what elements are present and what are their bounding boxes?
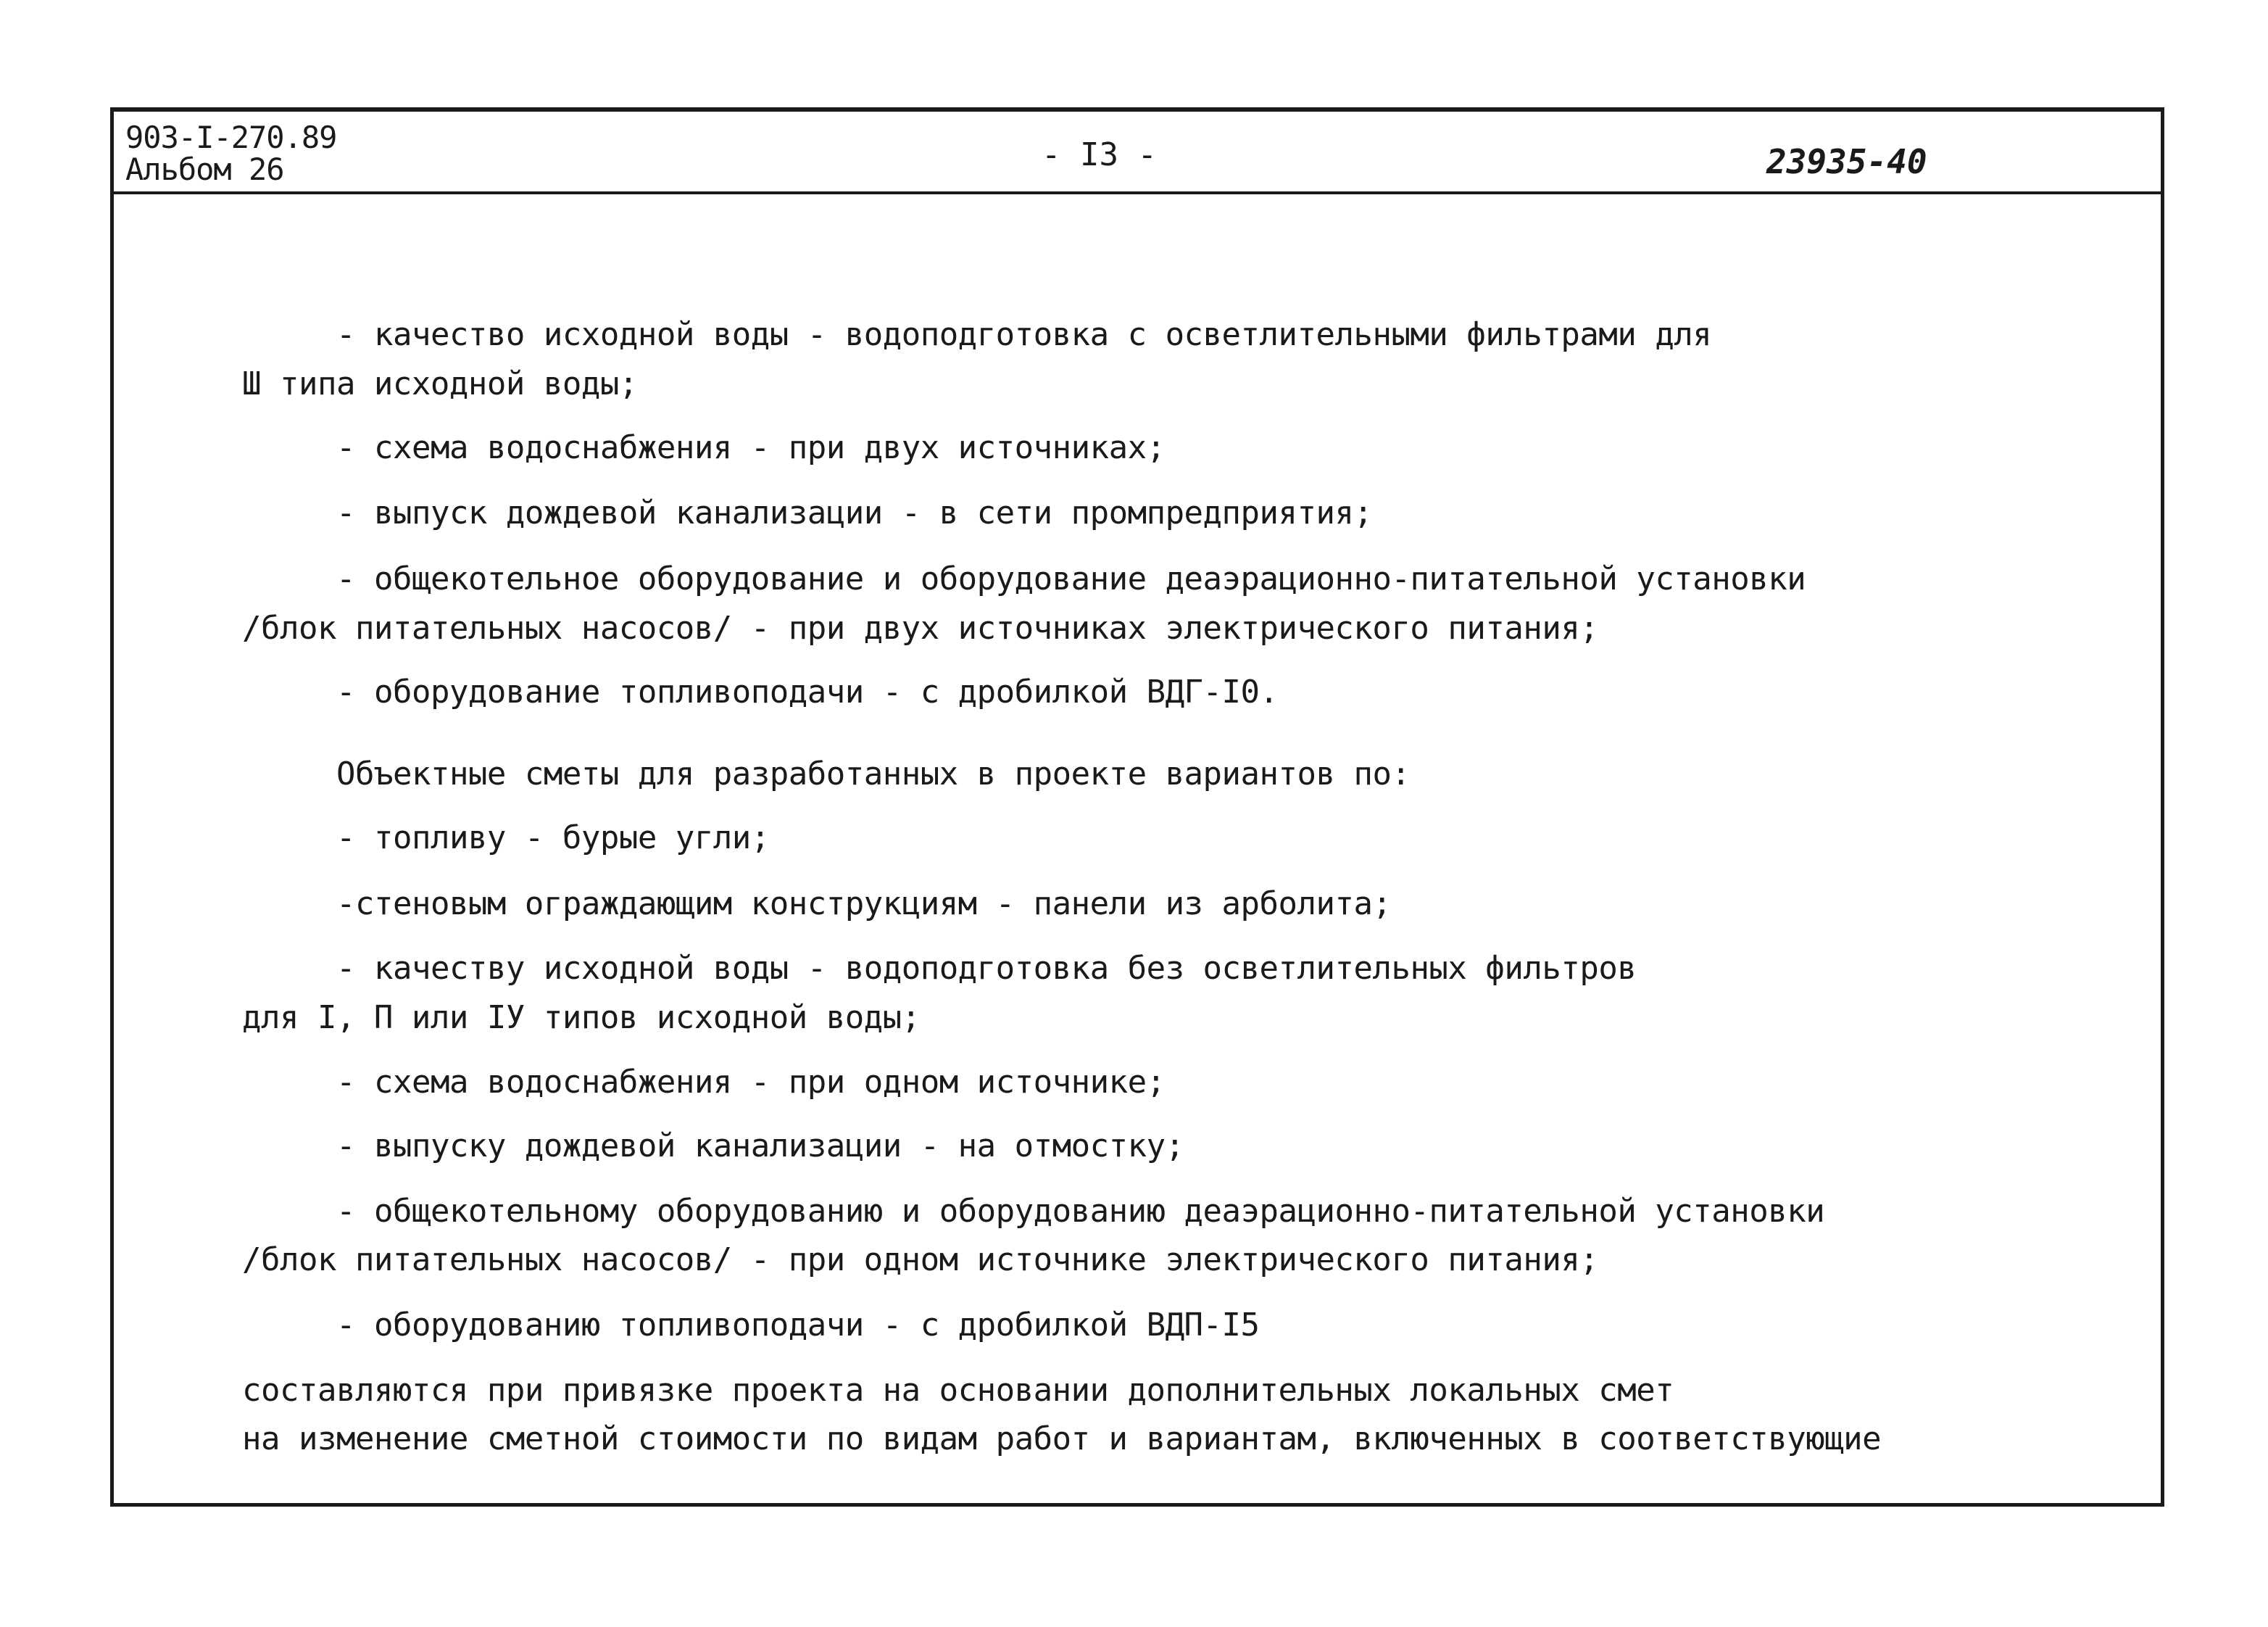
text-line: - схема водоснабжения - при одном источнике;	[336, 1064, 1166, 1101]
text-line: - выпуску дождевой канализации - на отмостку;	[336, 1127, 1184, 1164]
document-code: 903-I-270.89	[125, 120, 337, 155]
text-line: - оборудование топливоподачи - с дробилкой ВДГ-I0.	[336, 674, 1279, 711]
text-line: - схема водоснабжения - при двух источниках;	[336, 429, 1166, 466]
text-line: на изменение сметной стоимости по видам работ и вариантам, включенных в соответствующие	[242, 1420, 1882, 1457]
text-line: для I, П или IУ типов исходной воды;	[242, 999, 921, 1036]
text-line: -стеновым ограждающим конструкциям - панели из арболита;	[336, 885, 1392, 922]
text-line: - качество исходной воды - водоподготовка с осветлительными фильтрами для	[336, 316, 1712, 353]
text-line: Ш типа исходной воды;	[242, 365, 638, 402]
text-line: /блок питательных насосов/ - при двух источниках электрического питания;	[242, 610, 1599, 647]
text-line: Объектные сметы для разработанных в проекте вариантов по:	[336, 755, 1411, 792]
text-line: составляются при привязке проекта на основании дополнительных локальных смет	[242, 1372, 1674, 1409]
text-line: - общекотельное оборудование и оборудование деаэрационно-питательной установки	[336, 560, 1806, 597]
text-line: /блок питательных насосов/ - при одном источнике электрического питания;	[242, 1241, 1599, 1278]
text-line: - оборудованию топливоподачи - с дробилкой ВДП-I5	[336, 1307, 1260, 1344]
text-line: - качеству исходной воды - водоподготовка без осветлительных фильтров	[336, 950, 1637, 987]
header-divider	[114, 191, 2161, 194]
album-number: Альбом 26	[125, 152, 284, 187]
page-number: - I3 -	[1042, 136, 1157, 173]
text-line: - общекотельному оборудованию и оборудованию деаэрационно-питательной установки	[336, 1193, 1825, 1230]
archive-number: 23935-40	[1766, 142, 1927, 181]
text-line: - выпуск дождевой канализации - в сети промпредприятия;	[336, 494, 1373, 531]
text-line: - топливу - бурые угли;	[336, 819, 770, 856]
